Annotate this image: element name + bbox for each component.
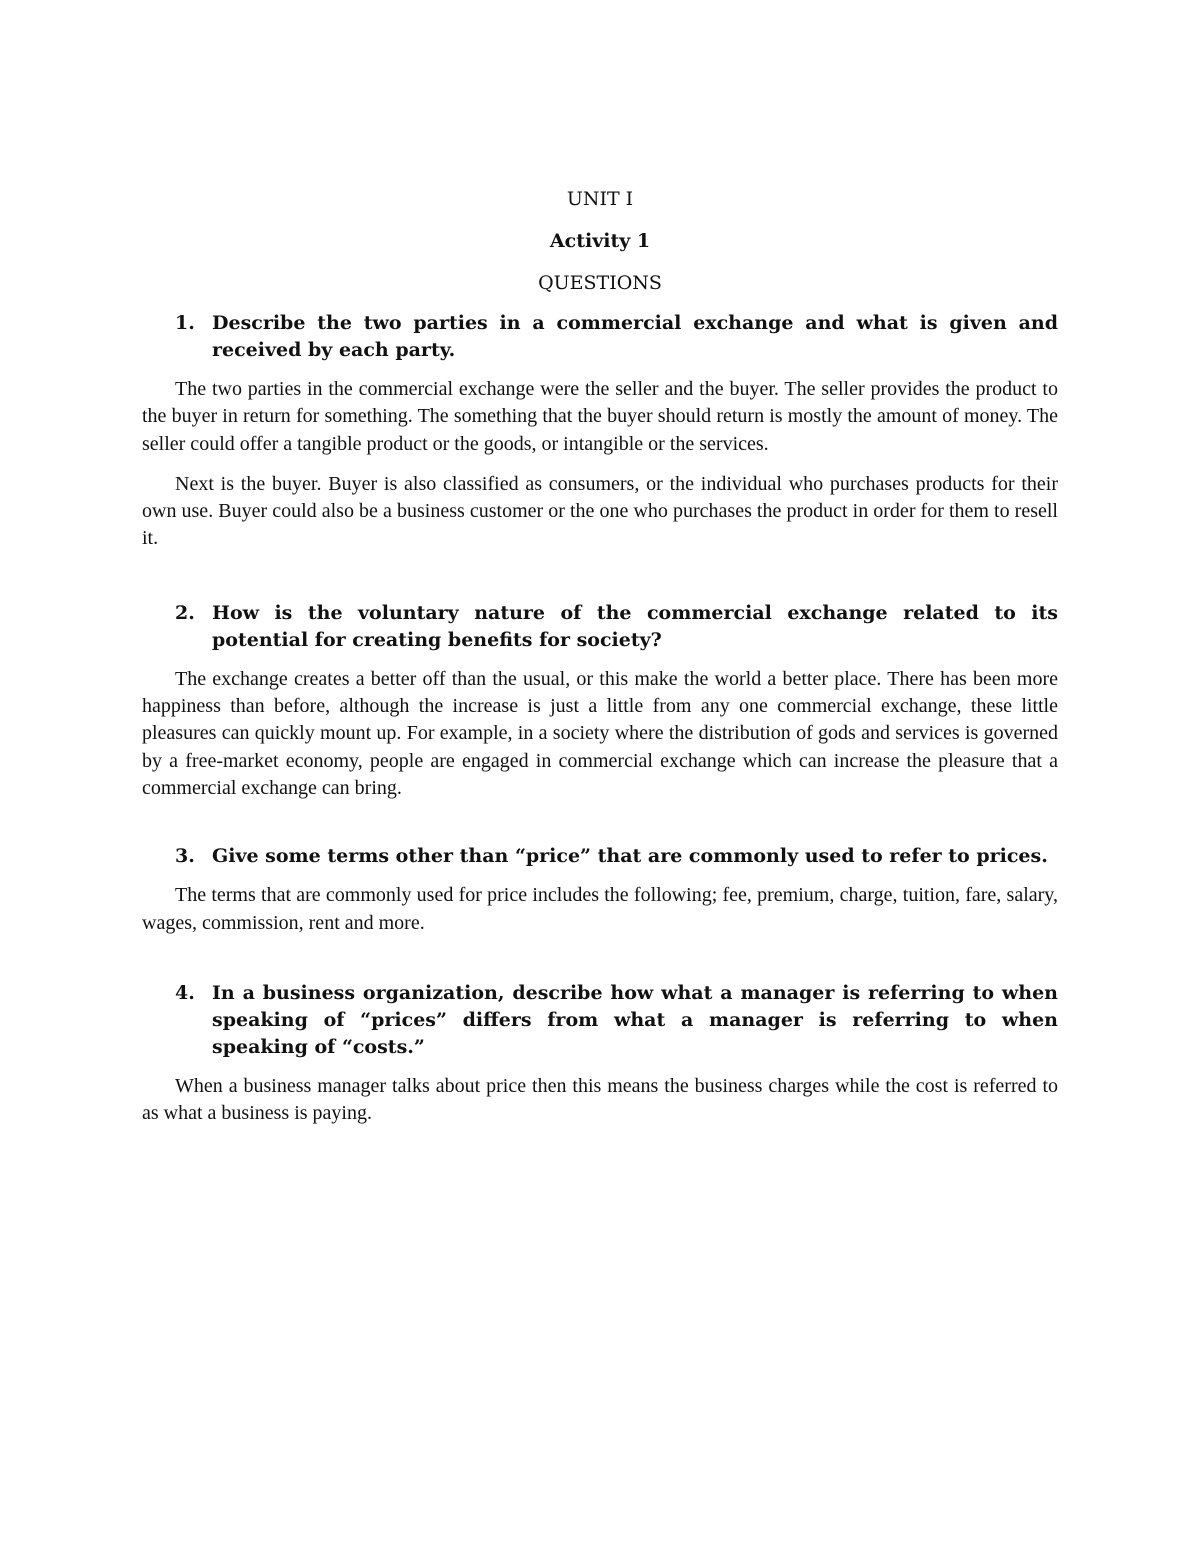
question-1	[142, 310, 1058, 364]
question-text: Describe the two parties in a commercial exchange and what is given and received by each party.	[212, 312, 1058, 361]
answer-paragraph: When a business manager talks about price then this means the business charges while the cost is referred to as what a business is paying.	[142, 1074, 1058, 1125]
question-text: In a business organization, describe how what a manager is referring to when speaking of “prices” differs from what a manager is referring to when speaking of “costs.”	[212, 981, 1058, 1058]
answer-paragraph: The two parties in the commercial exchange were the seller and the buyer. The seller provides the product to the buyer in return for something. The something that the buyer should return is mostly the amount of money. The seller could offer a tangible product or the goods, or intangible or the services.	[142, 378, 1058, 455]
unit-title: UNIT I	[566, 188, 634, 210]
spacer	[142, 937, 1058, 980]
question-text: Give some terms other than “price” that are commonly used to refer to prices.	[212, 845, 1048, 868]
spacer	[142, 553, 1058, 600]
question-number: 3.	[175, 845, 195, 868]
answer-paragraph: Next is the buyer. Buyer is also classified as consumers, or the individual who purchases products for their own use. Buyer could also be a business customer or the one who purchases the product in order for them to resell it.	[142, 472, 1058, 550]
document-page	[142, 184, 1058, 1127]
activity-title: Activity 1	[549, 230, 651, 252]
answer-paragraph: The exchange creates a better off than the usual, or this make the world a better place. There has been more happiness than before, although the increase is just a little from any one commercial exchange, these little pleasures can quickly mount up. For example, in a society where the distribution of gods and services is governed by a free-market economy, people are engaged in commercial exchange which can increase the pleasure that a commercial exchange can bring.	[142, 667, 1058, 799]
answer-paragraph: The terms that are commonly used for price includes the following; fee, premium, charge, tuition, fare, salary, wages, commission, rent and more.	[142, 884, 1058, 934]
section-title: QUESTIONS	[538, 272, 662, 294]
question-4	[142, 980, 1058, 1061]
question-text: How is the voluntary nature of the commercial exchange related to its potential for creating benefits for society?	[212, 601, 1058, 651]
question-number: 1.	[175, 312, 195, 334]
question-number: 2.	[175, 601, 195, 624]
question-3	[142, 843, 1058, 870]
question-2	[142, 600, 1058, 654]
spacer	[142, 802, 1058, 843]
question-number: 4.	[175, 981, 195, 1004]
